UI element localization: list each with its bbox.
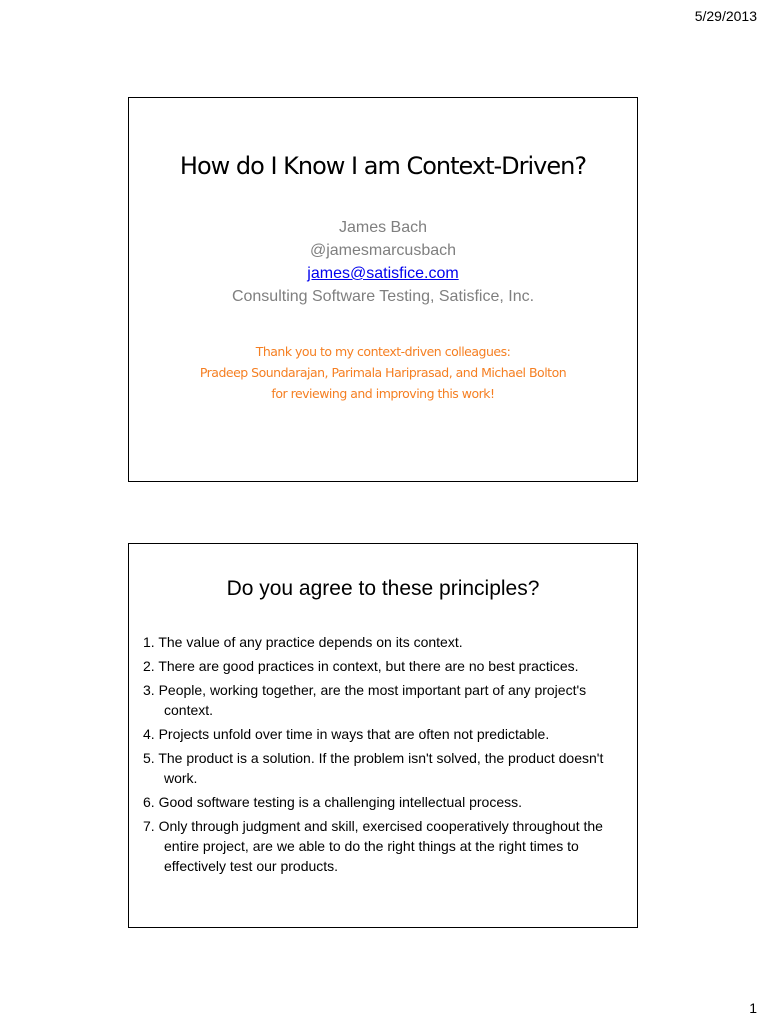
principles-slide: [128, 543, 638, 928]
author-affiliation: Consulting Software Testing, Satisfice, Inc.: [231, 288, 535, 305]
page-number: 1: [749, 1000, 757, 1016]
principle-item: 6. Good software testing is a challenging intellectual process.: [143, 794, 522, 810]
principle-item: 5. The product is a solution. If the problem isn't solved, the product doesn't work.: [143, 750, 604, 786]
thanks-line: Pradeep Soundarajan, Parimala Hariprasad, and Michael Bolton: [199, 365, 567, 380]
slide-title: How do I Know I am Context-Driven?: [179, 152, 587, 180]
principle-item: 4. Projects unfold over time in ways that are often not predictable.: [143, 726, 550, 742]
acknowledgements: [129, 341, 637, 404]
principle-item: 3. People, working together, are the most important part of any project's context.: [143, 682, 587, 718]
author-handle: @jamesmarcusbach: [309, 242, 457, 259]
email-link[interactable]: james@satisfice.com: [307, 265, 459, 282]
author-block: [129, 216, 637, 308]
author-name: James Bach: [338, 219, 428, 236]
principles-list: [143, 632, 627, 880]
print-date: 5/29/2013: [694, 8, 757, 24]
slide-title: Do you agree to these principles?: [226, 577, 540, 600]
principle-item: 7. Only through judgment and skill, exercised cooperatively throughout the entire project, are we able to do the right things at the right times to effectively test our products.: [143, 818, 603, 874]
thanks-line: Thank you to my context-driven colleagues:: [255, 344, 511, 359]
title-slide: [128, 97, 638, 482]
thanks-line: for reviewing and improving this work!: [271, 386, 495, 401]
principle-item: 2. There are good practices in context, but there are no best practices.: [143, 658, 579, 674]
principle-item: 1. The value of any practice depends on its context.: [143, 634, 463, 650]
